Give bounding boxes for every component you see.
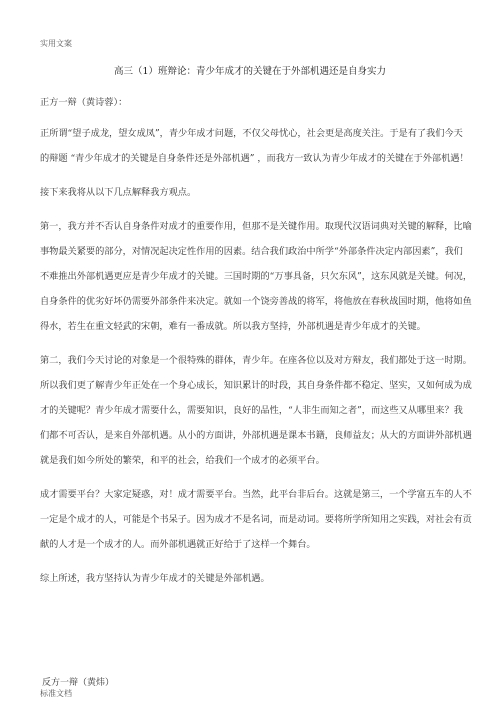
paragraph-line: 就是我们如今所处的繁荣，和平的社会，给我们一个成才的必须平台。 xyxy=(40,455,325,466)
paragraph-line: 才的关键呢？青少年成才需要什么，需要知识，良好的品性，“人非生而知之者”，而这些又从哪里来？我 xyxy=(40,405,463,416)
paragraph-line: 正所谓“望子成龙，望女成凤”，青少年成才问题，不仅父母忧心，社会更是高度关注。于是有了我们今天 xyxy=(40,128,463,139)
page-header: 实用文案 xyxy=(40,39,72,48)
paragraph-line: 成才需要平台？大家定疑惑，对！成才需要平台。当然，此平台非后台。这就是第三，一个学富五车的人不 xyxy=(40,489,472,500)
paragraph-line: 的辩题 “青少年成才的关键是自身条件还是外部机遇” ，而我方一致认为青少年成才的关键在于外部机遇！ xyxy=(40,153,469,164)
paragraph-line: 第一，我方并不否认自身条件对成才的重要作用，但那不是关键作用。取现代汉语词典对关键的解释，比喻 xyxy=(40,221,472,232)
paragraph-line: 自身条件的优劣好坏仍需要外部条件来决定。就如一个饶旁善战的将军，将他放在春秋战国时期，他将如鱼 xyxy=(40,296,472,307)
speaker-label: 反方一辩（黄炜） xyxy=(42,678,115,688)
paragraph-line: 得水，若生在重文轻武的宋朝，难有一番成就。所以我方坚持，外部机遇是青少年成才的关键。 xyxy=(40,321,426,332)
paragraph-line: 不难推出外部机遇更应是青少年成才的关键。三国时期的“万事具备，只欠东风”，这东风就是关键。何况， xyxy=(40,271,473,282)
paragraph-line: 事物最关紧要的部分，对情况起决定性作用的因素。结合我们政治中所学“外部条件决定内部因素”，我们 xyxy=(40,246,463,257)
paragraph-line: 所以我们更了解青少年正处在一个身心成长，知识累计的时段，其自身条件都不稳定、坚实，又如何成为成 xyxy=(40,380,472,391)
paragraph-line: 一定是个成才的人，可能是个书呆子。因为成才不是名词，而是动词。要将所学所知用之实践，对社会有贡 xyxy=(40,514,472,525)
paragraph-line: 综上所述，我方坚持认为青少年成才的关键是外部机遇。 xyxy=(40,573,270,584)
paragraph-line: 第二，我们今天讨论的对象是一个很特殊的群体，青少年。在座各位以及对方辩友，我们都处于这一时期。 xyxy=(40,355,472,366)
page-footer: 标准文档 xyxy=(40,689,72,698)
speaker-label: 正方一辩（黄诗蓉）： xyxy=(40,97,128,108)
paragraph-line: 接下来我将从以下几点解释我方观点。 xyxy=(40,187,197,198)
document-title: 高三（1）班辩论：青少年成才的关键在于外部机遇还是自身实力 xyxy=(113,66,387,77)
paragraph-line: 献的人才是一个成才的人。而外部机遇就正好给于了这样一个舞台。 xyxy=(40,539,316,550)
paragraph-line: 们都不可否认，是来自外部机遇。从小的方面讲，外部机遇是课本书籍，良师益友；从大的方面讲外部机遇 xyxy=(40,430,472,441)
